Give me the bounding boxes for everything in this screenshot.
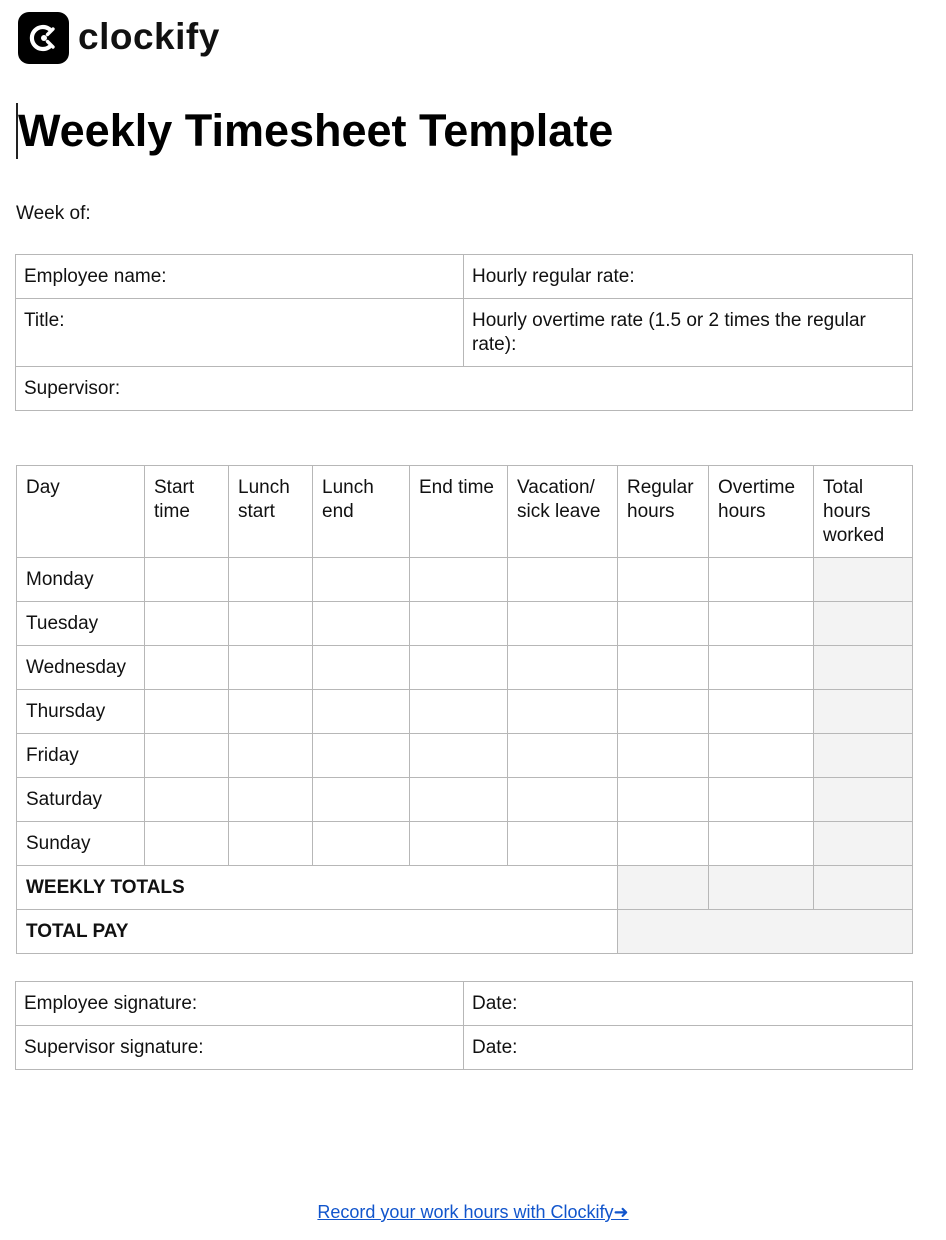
day-cell: Monday — [17, 558, 145, 602]
header-end-time: End time — [410, 466, 508, 558]
overtime-hours-cell[interactable] — [709, 602, 814, 646]
hourly-overtime-rate-label: Hourly overtime rate (1.5 or 2 times the regular rate): — [472, 310, 866, 355]
start-time-cell[interactable] — [145, 690, 229, 734]
vacation-sick-leave-cell[interactable] — [508, 558, 618, 602]
table-row — [17, 602, 913, 646]
lunch-start-cell[interactable] — [229, 690, 313, 734]
employee-date-label: Date: — [472, 993, 518, 1014]
employee-date-cell[interactable] — [464, 982, 913, 1026]
supervisor-signature-label: Supervisor signature: — [24, 1037, 204, 1058]
start-time-cell[interactable] — [145, 602, 229, 646]
lunch-start-cell[interactable] — [229, 646, 313, 690]
weekly-total-hours-worked-cell — [814, 866, 913, 910]
hourly-regular-rate-label: Hourly regular rate: — [472, 266, 635, 287]
employee-signature-label: Employee signature: — [24, 993, 198, 1014]
vacation-sick-leave-cell[interactable] — [508, 646, 618, 690]
total-hours-worked-cell — [814, 822, 913, 866]
page-title: Weekly Timesheet Template — [16, 103, 613, 159]
regular-hours-cell[interactable] — [618, 778, 709, 822]
start-time-cell[interactable] — [145, 734, 229, 778]
employee-info-table — [15, 254, 913, 411]
vacation-sick-leave-cell[interactable] — [508, 778, 618, 822]
day-cell: Tuesday — [17, 602, 145, 646]
total-hours-worked-cell — [814, 558, 913, 602]
timesheet-day-rows — [17, 558, 913, 866]
vacation-sick-leave-cell[interactable] — [508, 734, 618, 778]
regular-hours-cell[interactable] — [618, 734, 709, 778]
overtime-hours-cell[interactable] — [709, 646, 814, 690]
end-time-cell[interactable] — [410, 822, 508, 866]
header-overtime-hours: Overtime hours — [709, 466, 814, 558]
employee-signature-cell[interactable] — [16, 982, 464, 1026]
table-row — [17, 558, 913, 602]
title-label: Title: — [24, 310, 65, 331]
header-start-time: Start time — [145, 466, 229, 558]
lunch-end-cell[interactable] — [313, 734, 410, 778]
end-time-cell[interactable] — [410, 778, 508, 822]
total-pay-row — [17, 910, 913, 954]
end-time-cell[interactable] — [410, 734, 508, 778]
regular-hours-cell[interactable] — [618, 558, 709, 602]
day-cell: Wednesday — [17, 646, 145, 690]
info-row — [16, 299, 913, 367]
regular-hours-cell[interactable] — [618, 690, 709, 734]
week-of-label: Week of: — [16, 203, 91, 224]
footer — [0, 1200, 946, 1224]
total-hours-worked-cell — [814, 602, 913, 646]
title-cell[interactable] — [16, 299, 464, 367]
header-vacation-sick-leave: Vacation/ sick leave — [508, 466, 618, 558]
end-time-cell[interactable] — [410, 690, 508, 734]
lunch-end-cell[interactable] — [313, 558, 410, 602]
end-time-cell[interactable] — [410, 558, 508, 602]
day-cell: Friday — [17, 734, 145, 778]
clockify-logo-icon — [18, 12, 69, 64]
total-hours-worked-cell — [814, 690, 913, 734]
end-time-cell[interactable] — [410, 602, 508, 646]
weekly-total-overtime-hours-cell — [709, 866, 814, 910]
signature-table — [15, 981, 913, 1070]
hourly-overtime-rate-cell[interactable] — [464, 299, 913, 367]
overtime-hours-cell[interactable] — [709, 558, 814, 602]
employee-name-cell[interactable] — [16, 255, 464, 299]
lunch-start-cell[interactable] — [229, 558, 313, 602]
start-time-cell[interactable] — [145, 558, 229, 602]
employee-name-label: Employee name: — [24, 266, 167, 287]
signature-row — [16, 982, 913, 1026]
lunch-start-cell[interactable] — [229, 602, 313, 646]
weekly-totals-row — [17, 866, 913, 910]
table-row — [17, 778, 913, 822]
hourly-regular-rate-cell[interactable] — [464, 255, 913, 299]
table-row — [17, 734, 913, 778]
info-row — [16, 367, 913, 411]
overtime-hours-cell[interactable] — [709, 822, 814, 866]
weekly-total-regular-hours-cell — [618, 866, 709, 910]
overtime-hours-cell[interactable] — [709, 690, 814, 734]
lunch-start-cell[interactable] — [229, 822, 313, 866]
supervisor-label: Supervisor: — [24, 378, 121, 399]
total-hours-worked-cell — [814, 778, 913, 822]
lunch-end-cell[interactable] — [313, 646, 410, 690]
lunch-start-cell[interactable] — [229, 778, 313, 822]
weekly-totals-label: WEEKLY TOTALS — [17, 866, 618, 910]
start-time-cell[interactable] — [145, 822, 229, 866]
day-cell: Saturday — [17, 778, 145, 822]
lunch-end-cell[interactable] — [313, 690, 410, 734]
lunch-end-cell[interactable] — [313, 822, 410, 866]
end-time-cell[interactable] — [410, 646, 508, 690]
supervisor-cell[interactable] — [16, 367, 913, 411]
overtime-hours-cell[interactable] — [709, 778, 814, 822]
total-pay-cell — [618, 910, 913, 954]
header-total-hours-worked: Total hours worked — [814, 466, 913, 558]
supervisor-signature-cell[interactable] — [16, 1026, 464, 1070]
start-time-cell[interactable] — [145, 646, 229, 690]
day-cell: Sunday — [17, 822, 145, 866]
signature-row — [16, 1026, 913, 1070]
supervisor-date-cell[interactable] — [464, 1026, 913, 1070]
vacation-sick-leave-cell[interactable] — [508, 602, 618, 646]
supervisor-date-label: Date: — [472, 1037, 518, 1058]
header-regular-hours: Regular hours — [618, 466, 709, 558]
total-hours-worked-cell — [814, 734, 913, 778]
day-cell: Thursday — [17, 690, 145, 734]
timesheet-header-row — [17, 466, 913, 558]
table-row — [17, 690, 913, 734]
regular-hours-cell[interactable] — [618, 822, 709, 866]
regular-hours-cell[interactable] — [618, 602, 709, 646]
start-time-cell[interactable] — [145, 778, 229, 822]
total-hours-worked-cell — [814, 646, 913, 690]
header-day: Day — [17, 466, 145, 558]
overtime-hours-cell[interactable] — [709, 734, 814, 778]
table-row — [17, 822, 913, 866]
vacation-sick-leave-cell[interactable] — [508, 690, 618, 734]
table-row — [17, 646, 913, 690]
header-lunch-end: Lunch end — [313, 466, 410, 558]
timesheet-table — [16, 465, 913, 954]
regular-hours-cell[interactable] — [618, 646, 709, 690]
vacation-sick-leave-cell[interactable] — [508, 822, 618, 866]
total-pay-label: TOTAL PAY — [17, 910, 618, 954]
info-row — [16, 255, 913, 299]
clockify-wordmark: clockify — [78, 15, 220, 57]
lunch-end-cell[interactable] — [313, 778, 410, 822]
header-lunch-start: Lunch start — [229, 466, 313, 558]
lunch-end-cell[interactable] — [313, 602, 410, 646]
clockify-logo — [18, 12, 220, 64]
lunch-start-cell[interactable] — [229, 734, 313, 778]
clockify-record-hours-link[interactable]: Record your work hours with Clockify➜ — [317, 1202, 629, 1222]
